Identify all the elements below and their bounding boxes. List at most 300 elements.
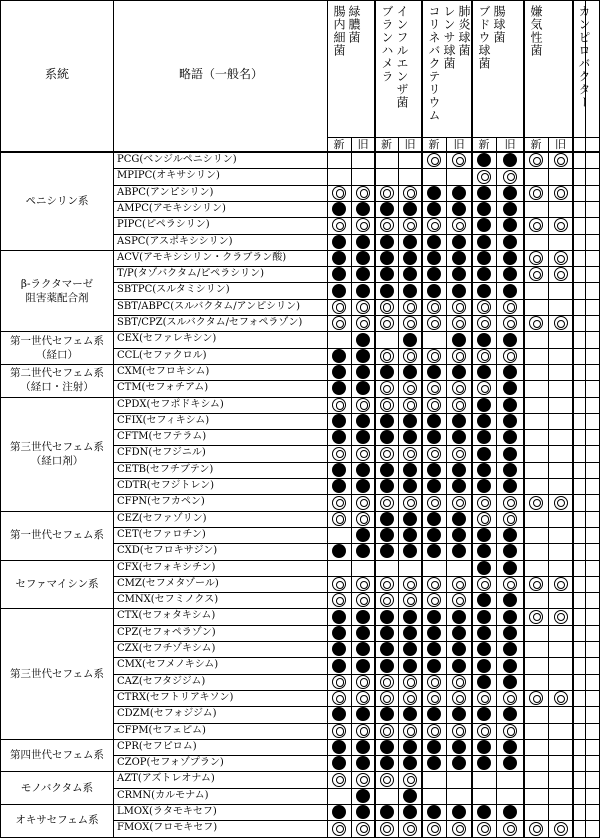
double-circle-mark xyxy=(477,512,491,526)
header-bacteria-10: カンピロバクター xyxy=(577,5,591,109)
group-divider xyxy=(0,364,600,365)
group-label: ペニシリン系 xyxy=(25,194,89,207)
row-abbreviation: AMPC(アモキシシリン) xyxy=(117,202,226,214)
filled-circle-mark xyxy=(332,251,346,265)
filled-circle-mark xyxy=(427,235,441,249)
double-circle-mark xyxy=(554,691,568,705)
row-abbreviation: CMX(セフメノキシム) xyxy=(117,659,219,671)
group-label: 第四世代セフェム系 xyxy=(10,749,104,762)
filled-circle-mark xyxy=(477,544,491,558)
double-circle-mark xyxy=(529,577,543,591)
filled-circle-mark xyxy=(452,235,466,249)
filled-circle-mark xyxy=(427,251,441,265)
double-circle-mark xyxy=(427,316,441,330)
double-circle-mark xyxy=(356,186,370,200)
header-bacteria-3: ブランハメラ xyxy=(380,5,394,83)
double-circle-mark xyxy=(452,593,466,607)
filled-circle-mark xyxy=(403,544,417,558)
row-divider xyxy=(113,527,600,528)
filled-circle-mark xyxy=(403,528,417,542)
double-circle-mark xyxy=(477,496,491,510)
row-abbreviation: MPIPC(オキサシリン) xyxy=(117,170,220,182)
double-circle-mark xyxy=(503,577,517,591)
filled-circle-mark xyxy=(380,544,394,558)
double-circle-mark xyxy=(554,218,568,232)
double-circle-mark xyxy=(529,267,543,281)
filled-circle-mark xyxy=(403,740,417,754)
double-circle-mark xyxy=(477,316,491,330)
filled-circle-mark xyxy=(332,202,346,216)
row-abbreviation: CTM(セフォチアム) xyxy=(117,382,209,394)
row-abbreviation: SBT/CPZ(スルバクタム/セフォペラゾン) xyxy=(117,317,303,328)
filled-circle-mark xyxy=(403,430,417,444)
double-circle-mark xyxy=(427,381,441,395)
double-circle-mark xyxy=(403,316,417,330)
filled-circle-mark xyxy=(477,218,491,232)
filled-circle-mark xyxy=(332,479,346,493)
divider-bacteria-group xyxy=(421,0,423,837)
double-circle-mark xyxy=(403,577,417,591)
double-circle-mark xyxy=(332,691,346,705)
newold-top xyxy=(327,137,599,138)
divider-abbr xyxy=(327,0,328,837)
filled-circle-mark xyxy=(452,805,466,819)
double-circle-mark xyxy=(380,398,394,412)
double-circle-mark xyxy=(332,577,346,591)
filled-circle-mark xyxy=(332,544,346,558)
row-divider xyxy=(113,429,600,430)
double-circle-mark xyxy=(529,186,543,200)
row-divider xyxy=(113,299,600,300)
header-bacteria-8: ブドウ球菌 xyxy=(477,5,491,70)
double-circle-mark xyxy=(452,577,466,591)
double-circle-mark xyxy=(380,577,394,591)
filled-circle-mark xyxy=(380,202,394,216)
filled-circle-mark xyxy=(356,365,370,379)
header-new-label: 新 xyxy=(333,138,345,151)
filled-circle-mark xyxy=(503,707,517,721)
double-circle-mark xyxy=(452,675,466,689)
row-abbreviation: CFTM(セフテラム) xyxy=(117,431,207,443)
double-circle-mark xyxy=(427,300,441,314)
double-circle-mark xyxy=(332,218,346,232)
double-circle-mark xyxy=(403,822,417,836)
filled-circle-mark xyxy=(332,414,346,428)
double-circle-mark xyxy=(452,496,466,510)
double-circle-mark xyxy=(427,691,441,705)
filled-circle-mark xyxy=(356,642,370,656)
header-new-label: 新 xyxy=(530,138,542,151)
double-circle-mark xyxy=(529,610,543,624)
double-circle-mark xyxy=(477,170,491,184)
filled-circle-mark xyxy=(427,740,441,754)
row-abbreviation: PIPC(ピペラシリン) xyxy=(117,219,210,231)
filled-circle-mark xyxy=(503,544,517,558)
header-new-label: 新 xyxy=(478,138,490,151)
filled-circle-mark xyxy=(403,235,417,249)
double-circle-mark xyxy=(554,822,568,836)
filled-circle-mark xyxy=(356,707,370,721)
filled-circle-mark xyxy=(380,626,394,640)
filled-circle-mark xyxy=(477,463,491,477)
filled-circle-mark xyxy=(403,267,417,281)
double-circle-mark xyxy=(452,724,466,738)
double-circle-mark xyxy=(332,316,346,330)
filled-circle-mark xyxy=(427,756,441,770)
row-abbreviation: CTRX(セフトリアキソン) xyxy=(117,691,234,703)
filled-circle-mark xyxy=(452,365,466,379)
double-circle-mark xyxy=(380,691,394,705)
double-circle-mark xyxy=(554,251,568,265)
filled-circle-mark xyxy=(477,447,491,461)
double-circle-mark xyxy=(477,724,491,738)
filled-circle-mark xyxy=(427,414,441,428)
group-divider xyxy=(0,397,600,398)
group-label: 第三世代セフェム系 xyxy=(10,667,104,680)
filled-circle-mark xyxy=(332,659,346,673)
row-divider xyxy=(113,168,600,169)
filled-circle-mark xyxy=(356,235,370,249)
group-divider xyxy=(0,771,600,772)
double-circle-mark xyxy=(427,218,441,232)
filled-circle-mark xyxy=(356,610,370,624)
divider-new-old xyxy=(446,137,447,837)
row-abbreviation: CPDX(セフポドキシム) xyxy=(117,398,224,410)
header-bacteria-9: 嫌気性菌 xyxy=(529,5,543,57)
row-abbreviation: SBTPC(スルタミシリン) xyxy=(117,284,230,296)
filled-circle-mark xyxy=(356,333,370,347)
filled-circle-mark xyxy=(427,626,441,640)
row-divider xyxy=(113,690,600,691)
row-abbreviation: LMOX(ラタモキセフ) xyxy=(117,806,217,817)
double-circle-mark xyxy=(403,773,417,787)
double-circle-mark xyxy=(554,316,568,330)
filled-circle-mark xyxy=(503,218,517,232)
double-circle-mark xyxy=(427,398,441,412)
row-abbreviation: CAZ(セフタジジム) xyxy=(117,675,206,687)
row-abbreviation: T/P(タゾバクタム/ピペラシリン) xyxy=(117,268,265,280)
double-circle-mark xyxy=(380,381,394,395)
double-circle-mark xyxy=(403,447,417,461)
divider-new-old xyxy=(548,137,549,837)
double-circle-mark xyxy=(529,153,543,167)
filled-circle-mark xyxy=(332,642,346,656)
filled-circle-mark xyxy=(332,610,346,624)
header-old-label: 旧 xyxy=(404,138,416,151)
double-circle-mark xyxy=(380,186,394,200)
filled-circle-mark xyxy=(477,479,491,493)
double-circle-mark xyxy=(356,691,370,705)
filled-circle-mark xyxy=(452,414,466,428)
filled-circle-mark xyxy=(380,659,394,673)
filled-circle-mark xyxy=(356,805,370,819)
double-circle-mark xyxy=(403,675,417,689)
filled-circle-mark xyxy=(403,251,417,265)
row-divider xyxy=(113,674,600,675)
filled-circle-mark xyxy=(452,284,466,298)
double-circle-mark xyxy=(380,675,394,689)
filled-circle-mark xyxy=(477,284,491,298)
double-circle-mark xyxy=(477,577,491,591)
filled-circle-mark xyxy=(356,267,370,281)
filled-circle-mark xyxy=(477,333,491,347)
filled-circle-mark xyxy=(477,626,491,640)
filled-circle-mark xyxy=(356,284,370,298)
row-divider xyxy=(113,657,600,658)
double-circle-mark xyxy=(380,316,394,330)
filled-circle-mark xyxy=(356,544,370,558)
filled-circle-mark xyxy=(452,479,466,493)
filled-circle-mark xyxy=(332,740,346,754)
filled-circle-mark xyxy=(380,414,394,428)
filled-circle-mark xyxy=(477,740,491,754)
filled-circle-mark xyxy=(503,365,517,379)
filled-circle-mark xyxy=(403,512,417,526)
double-circle-mark xyxy=(477,300,491,314)
filled-circle-mark xyxy=(427,512,441,526)
row-abbreviation: CFIX(セフィキシム) xyxy=(117,414,210,426)
header-bacteria-5: レンサ球菌 xyxy=(442,5,456,70)
filled-circle-mark xyxy=(380,251,394,265)
double-circle-mark xyxy=(403,186,417,200)
divider-bacteria-group xyxy=(471,0,473,837)
filled-circle-mark xyxy=(477,707,491,721)
double-circle-mark xyxy=(503,300,517,314)
double-circle-mark xyxy=(529,316,543,330)
row-divider xyxy=(113,478,600,479)
filled-circle-mark xyxy=(403,365,417,379)
row-divider xyxy=(113,641,600,642)
filled-circle-mark xyxy=(427,267,441,281)
group-label: 第一世代セフェム系 xyxy=(10,529,104,542)
row-abbreviation: CFPM(セフェピム) xyxy=(117,724,206,736)
filled-circle-mark xyxy=(503,235,517,249)
row-abbreviation: CMNX(セフミノクス) xyxy=(117,594,219,606)
double-circle-mark xyxy=(477,691,491,705)
filled-circle-mark xyxy=(427,659,441,673)
double-circle-mark xyxy=(403,218,417,232)
filled-circle-mark xyxy=(356,349,370,363)
double-circle-mark xyxy=(554,186,568,200)
filled-circle-mark xyxy=(403,805,417,819)
row-divider xyxy=(113,494,600,495)
group-label: 第三世代セフェム系 （経口剤） xyxy=(10,440,104,467)
group-divider xyxy=(0,511,600,512)
filled-circle-mark xyxy=(403,707,417,721)
double-circle-mark xyxy=(427,447,441,461)
double-circle-mark xyxy=(403,300,417,314)
filled-circle-mark xyxy=(477,430,491,444)
filled-circle-mark xyxy=(332,365,346,379)
row-abbreviation: CEZ(セファゾリン) xyxy=(117,512,207,524)
double-circle-mark xyxy=(427,675,441,689)
filled-circle-mark xyxy=(380,610,394,624)
double-circle-mark xyxy=(356,316,370,330)
double-circle-mark xyxy=(380,822,394,836)
filled-circle-mark xyxy=(452,707,466,721)
filled-circle-mark xyxy=(380,805,394,819)
double-circle-mark xyxy=(529,822,543,836)
group-divider xyxy=(0,560,600,561)
filled-circle-mark xyxy=(503,463,517,477)
filled-circle-mark xyxy=(380,707,394,721)
group-divider xyxy=(0,331,600,332)
filled-circle-mark xyxy=(356,479,370,493)
filled-circle-mark xyxy=(477,235,491,249)
filled-circle-mark xyxy=(427,186,441,200)
double-circle-mark xyxy=(332,496,346,510)
filled-circle-mark xyxy=(452,186,466,200)
filled-circle-mark xyxy=(503,756,517,770)
group-label: セファマイシン系 xyxy=(15,577,99,590)
header-old-label: 旧 xyxy=(453,138,465,151)
group-divider xyxy=(0,739,600,740)
double-circle-mark xyxy=(427,153,441,167)
filled-circle-mark xyxy=(503,675,517,689)
double-circle-mark xyxy=(529,218,543,232)
row-abbreviation: ASPC(アスポキシシリン) xyxy=(117,235,233,247)
double-circle-mark xyxy=(403,349,417,363)
row-abbreviation: ACV(アモキシシリン・クラブラン酸) xyxy=(117,251,287,263)
row-abbreviation: CFX(セフォキシチン) xyxy=(117,561,216,573)
filled-circle-mark xyxy=(403,610,417,624)
filled-circle-mark xyxy=(427,544,441,558)
filled-circle-mark xyxy=(380,235,394,249)
filled-circle-mark xyxy=(477,186,491,200)
filled-circle-mark xyxy=(477,528,491,542)
double-circle-mark xyxy=(452,218,466,232)
double-circle-mark xyxy=(427,577,441,591)
row-divider xyxy=(113,315,600,316)
header-bacteria-0: 緑膿菌 xyxy=(347,5,361,44)
double-circle-mark xyxy=(356,773,370,787)
filled-circle-mark xyxy=(452,251,466,265)
header-old-label: 旧 xyxy=(504,138,516,151)
filled-circle-mark xyxy=(403,659,417,673)
group-label: 第二世代セフェム系 （経口・注射） xyxy=(10,367,104,394)
double-circle-mark xyxy=(503,349,517,363)
filled-circle-mark xyxy=(477,756,491,770)
double-circle-mark xyxy=(403,724,417,738)
filled-circle-mark xyxy=(356,463,370,477)
double-circle-mark xyxy=(332,593,346,607)
filled-circle-mark xyxy=(356,528,370,542)
double-circle-mark xyxy=(356,398,370,412)
double-circle-mark xyxy=(427,724,441,738)
double-circle-mark xyxy=(554,267,568,281)
double-circle-mark xyxy=(332,773,346,787)
double-circle-mark xyxy=(403,381,417,395)
double-circle-mark xyxy=(380,447,394,461)
row-abbreviation: CXM(セフロキシム) xyxy=(117,365,210,377)
double-circle-mark xyxy=(529,496,543,510)
filled-circle-mark xyxy=(380,365,394,379)
filled-circle-mark xyxy=(403,284,417,298)
filled-circle-mark xyxy=(427,430,441,444)
double-circle-mark xyxy=(356,447,370,461)
double-circle-mark xyxy=(380,349,394,363)
double-circle-mark xyxy=(503,512,517,526)
filled-circle-mark xyxy=(477,153,491,167)
double-circle-mark xyxy=(356,512,370,526)
row-divider xyxy=(113,706,600,707)
filled-circle-mark xyxy=(452,659,466,673)
header-bacteria-1: 腸内細菌 xyxy=(332,5,346,57)
row-abbreviation: CXD(セフロキサジン) xyxy=(117,545,218,557)
filled-circle-mark xyxy=(332,381,346,395)
row-divider xyxy=(113,543,600,544)
double-circle-mark xyxy=(332,186,346,200)
double-circle-mark xyxy=(403,691,417,705)
row-divider xyxy=(113,413,600,414)
double-circle-mark xyxy=(477,349,491,363)
filled-circle-mark xyxy=(332,707,346,721)
filled-circle-mark xyxy=(503,593,517,607)
filled-circle-mark xyxy=(356,381,370,395)
divider-category xyxy=(113,0,114,837)
double-circle-mark xyxy=(403,593,417,607)
double-circle-mark xyxy=(452,398,466,412)
filled-circle-mark xyxy=(356,756,370,770)
header-abbreviation: 略語（一般名） xyxy=(178,67,263,81)
filled-circle-mark xyxy=(477,414,491,428)
frame-left xyxy=(0,0,1,837)
row-divider xyxy=(113,185,600,186)
filled-circle-mark xyxy=(403,626,417,640)
filled-circle-mark xyxy=(503,284,517,298)
double-circle-mark xyxy=(356,218,370,232)
double-circle-mark xyxy=(380,773,394,787)
double-circle-mark xyxy=(332,512,346,526)
filled-circle-mark xyxy=(356,659,370,673)
filled-circle-mark xyxy=(403,479,417,493)
filled-circle-mark xyxy=(356,251,370,265)
row-divider xyxy=(113,755,600,756)
double-circle-mark xyxy=(503,170,517,184)
filled-circle-mark xyxy=(356,740,370,754)
filled-circle-mark xyxy=(503,610,517,624)
filled-circle-mark xyxy=(503,626,517,640)
header-old-label: 旧 xyxy=(555,138,566,151)
double-circle-mark xyxy=(356,496,370,510)
filled-circle-mark xyxy=(403,463,417,477)
row-abbreviation: FMOX(フロモキセフ) xyxy=(117,822,218,834)
row-divider xyxy=(113,380,600,381)
group-divider xyxy=(0,608,600,609)
double-circle-mark xyxy=(554,610,568,624)
filled-circle-mark xyxy=(380,430,394,444)
double-circle-mark xyxy=(554,577,568,591)
filled-circle-mark xyxy=(503,186,517,200)
header-bacteria-2: インフルエンザ菌 xyxy=(395,5,409,109)
filled-circle-mark xyxy=(452,463,466,477)
filled-circle-mark xyxy=(452,430,466,444)
filled-circle-mark xyxy=(477,561,491,575)
double-circle-mark xyxy=(403,496,417,510)
filled-circle-mark xyxy=(356,202,370,216)
header-bacteria-4: 肺炎球菌 xyxy=(457,5,471,57)
row-divider xyxy=(113,625,600,626)
row-abbreviation: CFDN(セフジニル) xyxy=(117,447,206,459)
filled-circle-mark xyxy=(427,805,441,819)
row-divider xyxy=(113,592,600,593)
filled-circle-mark xyxy=(452,202,466,216)
filled-circle-mark xyxy=(332,805,346,819)
filled-circle-mark xyxy=(427,202,441,216)
double-circle-mark xyxy=(380,496,394,510)
filled-circle-mark xyxy=(503,398,517,412)
row-abbreviation: CTX(セフォタキシム) xyxy=(117,610,216,622)
